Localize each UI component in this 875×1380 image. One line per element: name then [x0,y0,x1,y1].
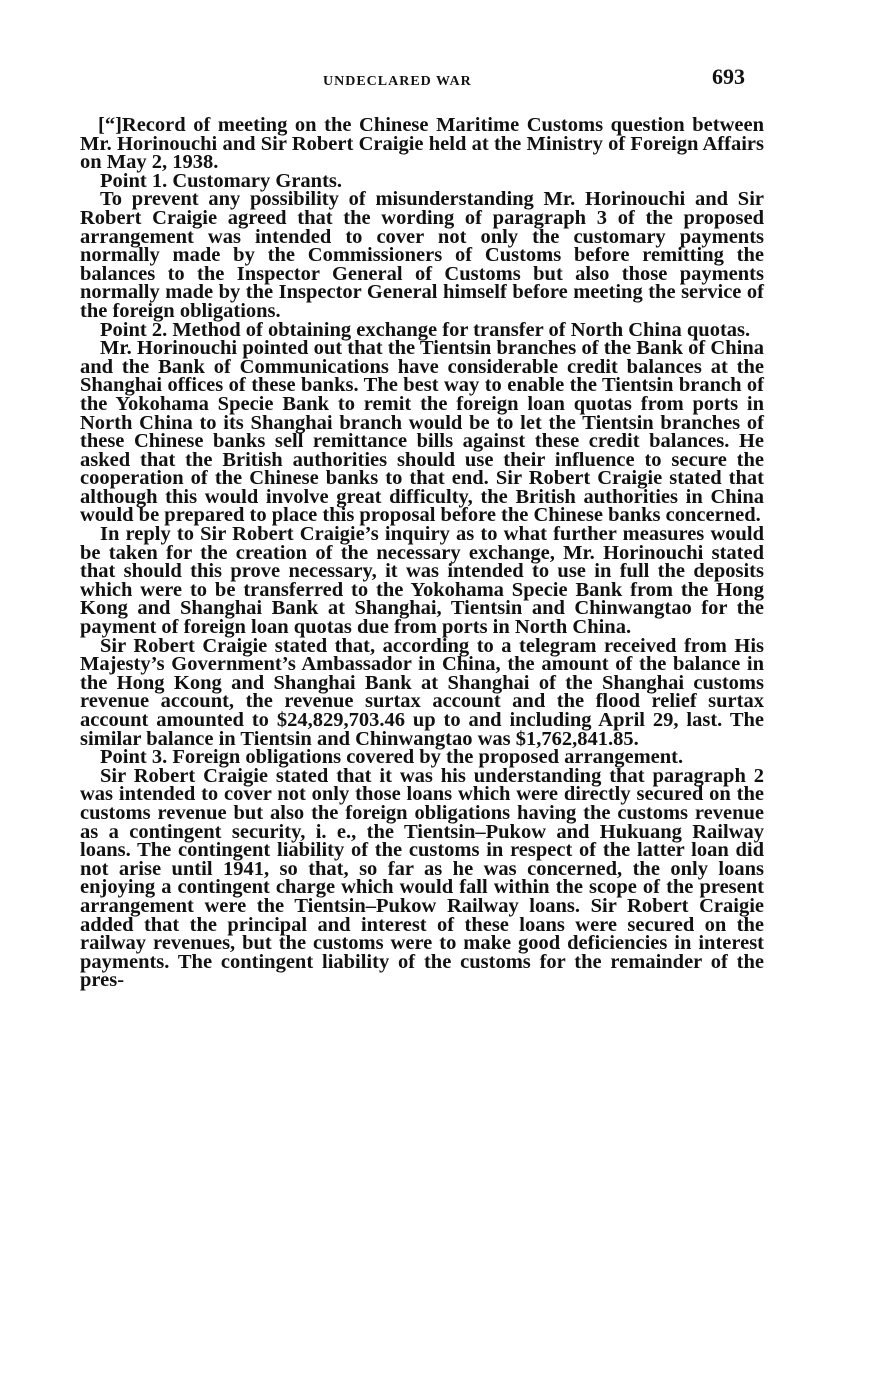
paragraph-point-2-c: Sir Robert Craigie stated that, according to a telegram received from His Majesty’s Government’s Ambassador in China, the amount of the balance in the Hong Kong and Shanghai Bank at Shanghai of the Shanghai customs revenue account, the revenue surtax account and the flood relief surtax account amounted to $24,829,703.46 up to and including April 29, last. The similar balance in Tientsin and Chinwangtao was $1,762,841.85. [80,634,764,750]
page-number: 693 [712,64,745,89]
running-head: UNDECLARED WAR [323,74,472,89]
paragraph-point-2-a: Mr. Horinouchi pointed out that the Tientsin branches of the Bank of China and the Bank of Communications have considerable credit balances at the Shanghai offices of these banks. The best way to enable the Tientsin branch of the Yokohama Specie Bank to remit the foreign loan quotas from ports in North China to its Shanghai branch would be to let the Tientsin branches of these Chinese banks sell remittance bills against these credit balances. He asked that the British authorities should use their influence to secure the cooperation of the Chinese banks to that end. Sir Robert Craigie stated that although this would involve great difficulty, the British authorities in China would be prepared to place this proposal before the Chinese banks concerned. [80,337,764,527]
point-2-heading: Point 2. Method of obtaining exchange for transfer of North China quotas. [100,318,751,341]
paragraph-point-1: To prevent any possibility of misunderstanding Mr. Horinouchi and Sir Robert Craigie agreed that the wording of paragraph 3 of the proposed arrangement was intended to cover not only the customary payments normally made by the Commissioners of Customs before remitting the balances to the Inspector General of Customs but also those payments normally made by the Inspector General himself before meeting the service of the foreign obligations. [80,188,764,322]
point-1-heading: Point 1. Customary Grants. [100,169,343,192]
body-text [80,116,764,990]
point-3-heading: Point 3. Foreign obligations covered by the proposed arrangement. [100,746,684,769]
paragraph-point-3: Sir Robert Craigie stated that it was his understanding that paragraph 2 was intended to cover not only those loans which were directly secured on the customs revenue but also the foreign obligations having the customs revenue as a contingent security, i. e., the Tientsin–Pukow and Hukuang Railway loans. The contingent liability of the customs in respect of the latter loan did not arise until 1941, so that, so far as he was concerned, the only loans enjoying a contingent charge which would fall within the scope of the present arrangement were the Tientsin–Pukow Railway loans. Sir Robert Craigie added that the principal and interest of these loans were secured on the railway revenues, but the customs were to make good deficiencies in interest payments. The contingent liability of the customs for the remainder of the pres- [80,764,764,992]
paragraph-point-2-b: In reply to Sir Robert Craigie’s inquiry as to what further measures would be taken for the creation of the necessary exchange, Mr. Horinouchi stated that should this prove necessary, it was intended to use in full the deposits which were to be transferred to the Yokohama Specie Bank from the Hong Kong and Shanghai Bank at Shanghai, Tientsin and Chinwangtao for the payment of foreign loan quotas due from ports in North China. [80,523,764,639]
paragraph-record-of-meeting: [“]Record of meeting on the Chinese Maritime Customs question between Mr. Horinouchi and Sir Robert Craigie held at the Ministry of Foreign Affairs on May 2, 1938. [80,114,764,174]
